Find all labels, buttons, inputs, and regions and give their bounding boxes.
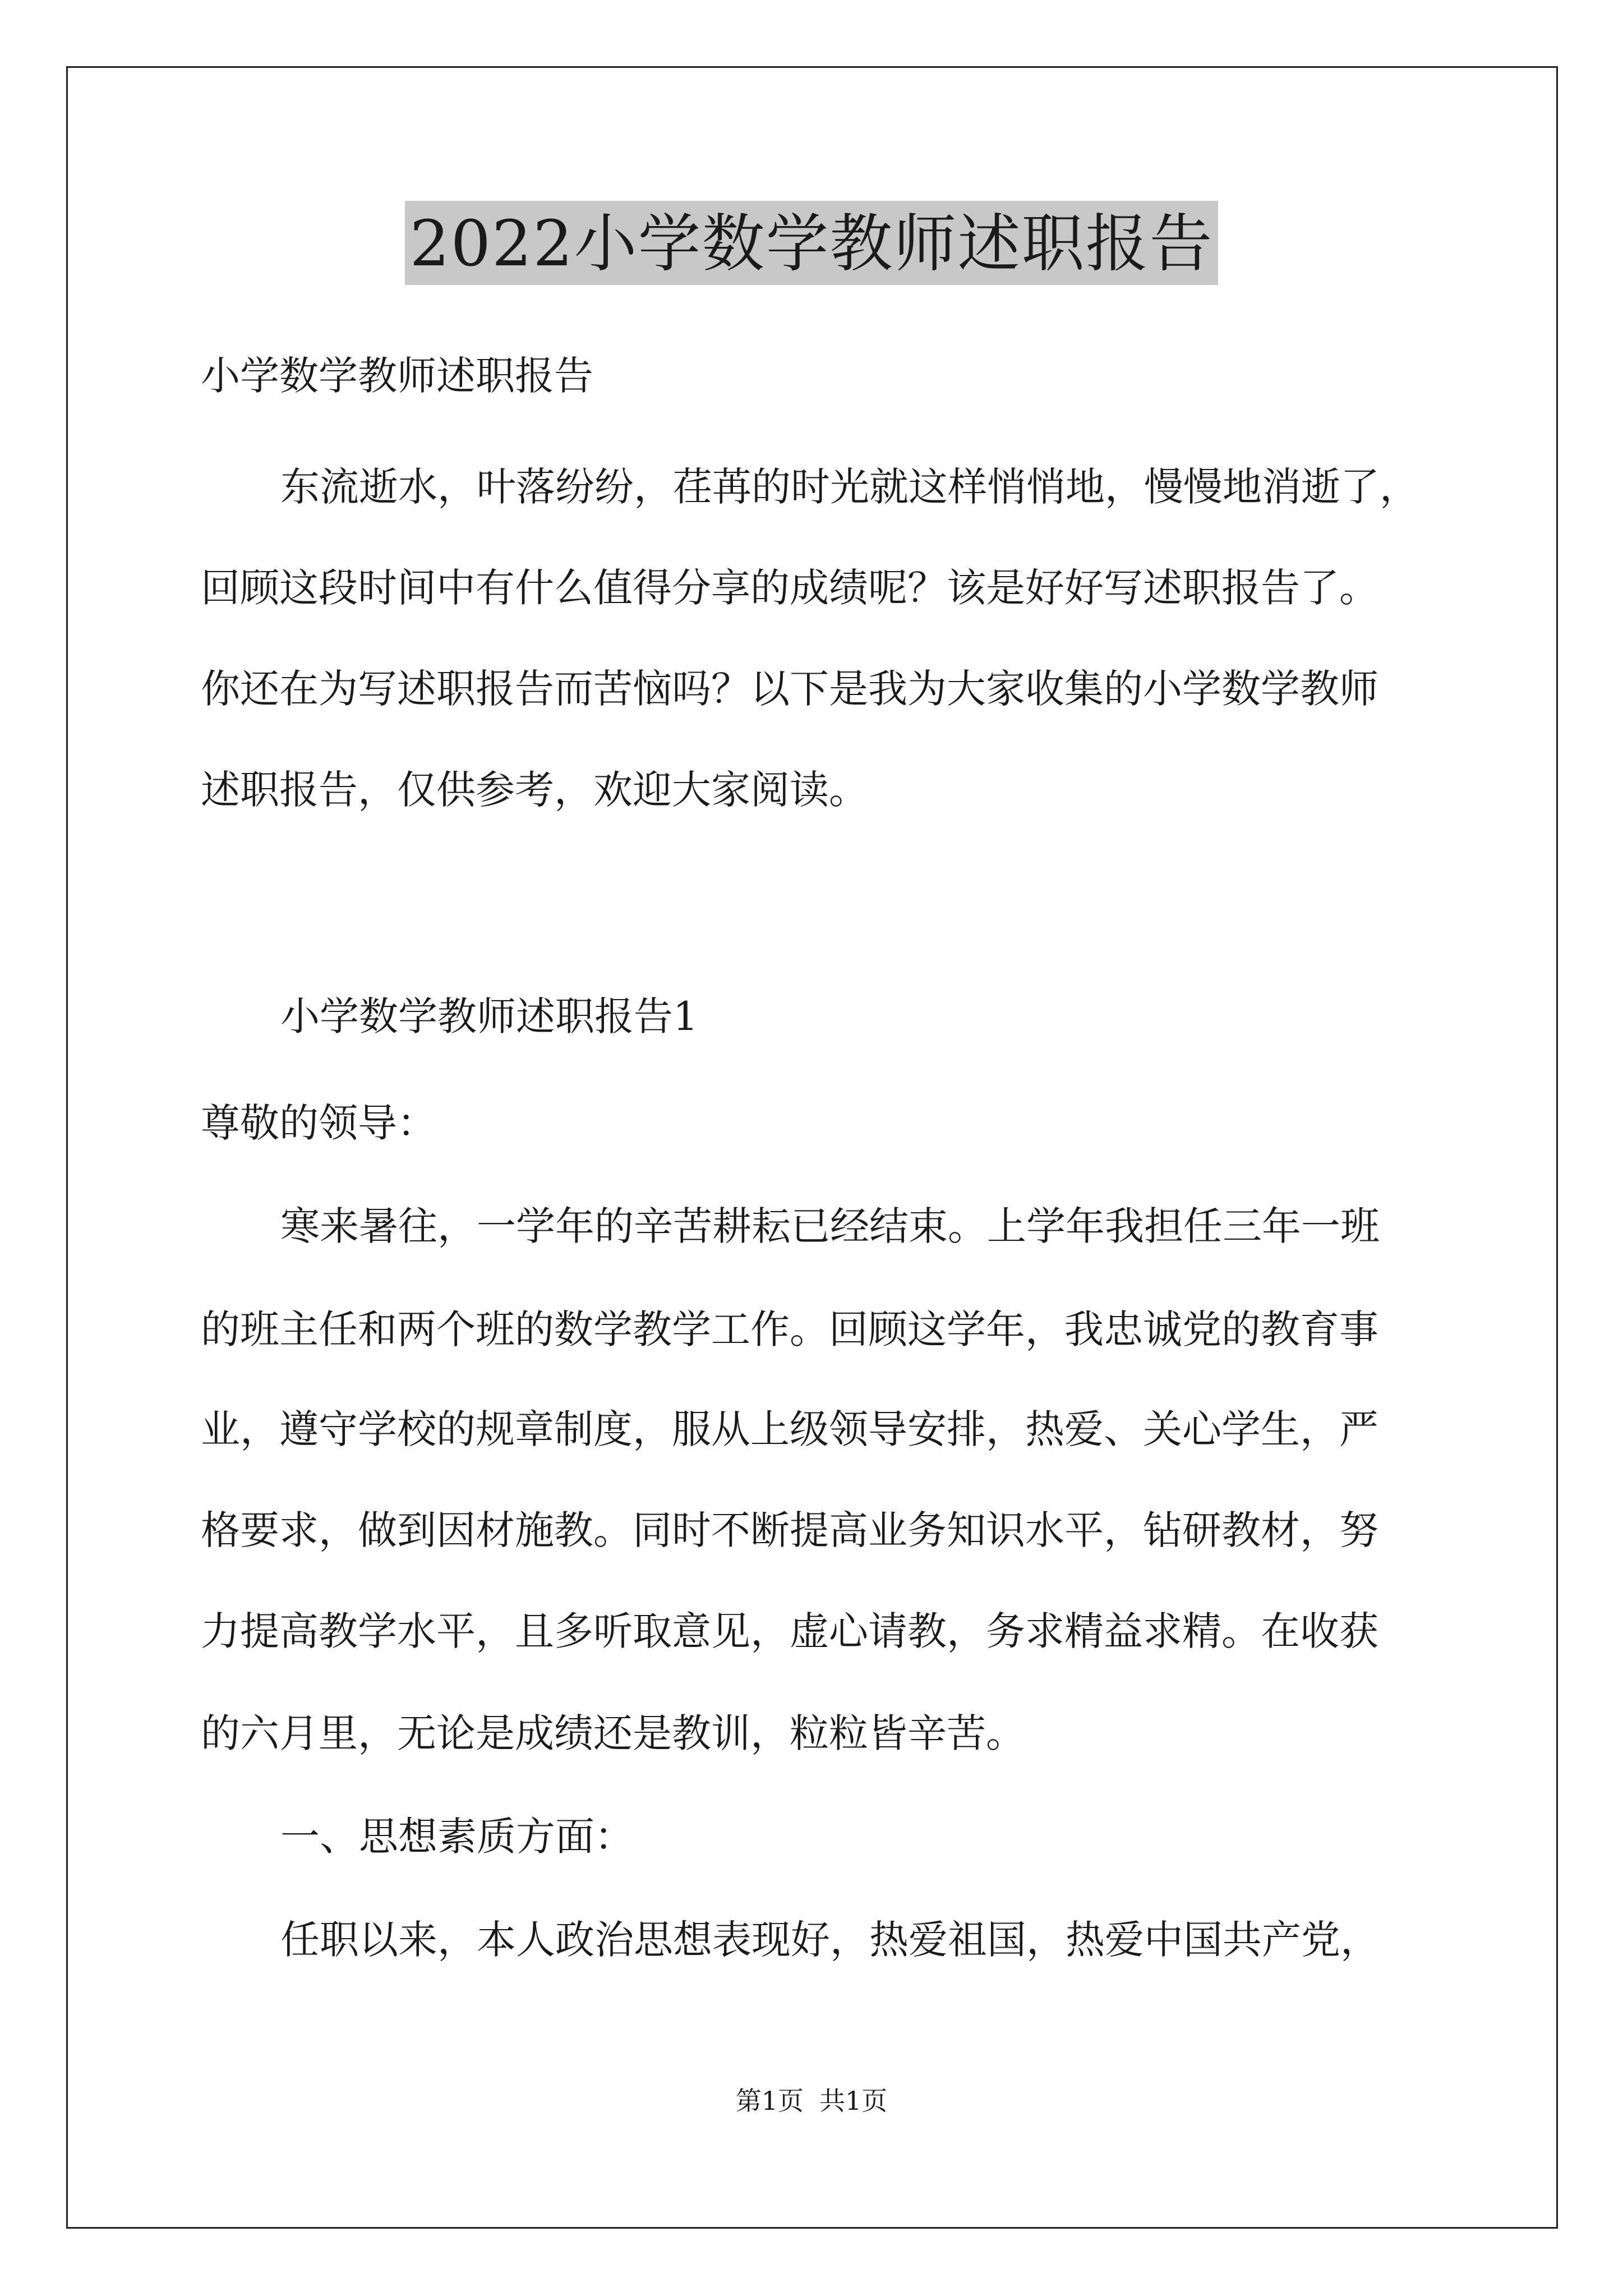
paragraph-line: 你还在为写述职报告而苦恼吗？以下是我为大家收集的小学数学教师 bbox=[201, 666, 1378, 712]
paragraph-line: 力提高教学水平，且多听取意见，虚心请教，务求精益求精。在收获 bbox=[201, 1608, 1378, 1654]
paragraph-line: 的班主任和两个班的数学教学工作。回顾这学年，我忠诚党的教育事 bbox=[201, 1306, 1378, 1352]
paragraph-line: 东流逝水，叶落纷纷，荏苒的时光就这样悄悄地，慢慢地消逝了， bbox=[280, 464, 1419, 510]
paragraph-line: 任职以来，本人政治思想表现好，热爱祖国，热爱中国共产党， bbox=[280, 1917, 1380, 1963]
paragraph-line: 寒来暑往，一学年的辛苦耕耘已经结束。上学年我担任三年一班 bbox=[280, 1203, 1380, 1249]
section-heading: 小学数学教师述职报告1 bbox=[280, 993, 698, 1039]
paragraph-line: 业，遵守学校的规章制度，服从上级领导安排，热爱、关心学生，严 bbox=[201, 1406, 1378, 1452]
paragraph-line: 的六月里，无论是成绩还是教训，粒粒皆辛苦。 bbox=[201, 1710, 1025, 1756]
page-number: 第1页 bbox=[735, 2086, 804, 2116]
paragraph-line: 述职报告，仅供参考，欢迎大家阅读。 bbox=[201, 767, 868, 813]
salutation-line: 尊敬的领导： bbox=[201, 1100, 436, 1146]
page-total: 共1页 bbox=[819, 2086, 888, 2116]
paragraph-line: 格要求，做到因材施教。同时不断提高业务知识水平，钻研教材，努 bbox=[201, 1507, 1378, 1553]
document-title: 2022小学数学教师述职报告 bbox=[405, 201, 1218, 285]
subtitle-line: 小学数学教师述职报告 bbox=[201, 353, 593, 399]
title-container bbox=[0, 201, 1623, 285]
subsection-heading: 一、思想素质方面： bbox=[280, 1814, 634, 1860]
page-footer bbox=[0, 2086, 1623, 2116]
paragraph-line: 回顾这段时间中有什么值得分享的成绩呢？该是好好写述职报告了。 bbox=[201, 565, 1378, 611]
